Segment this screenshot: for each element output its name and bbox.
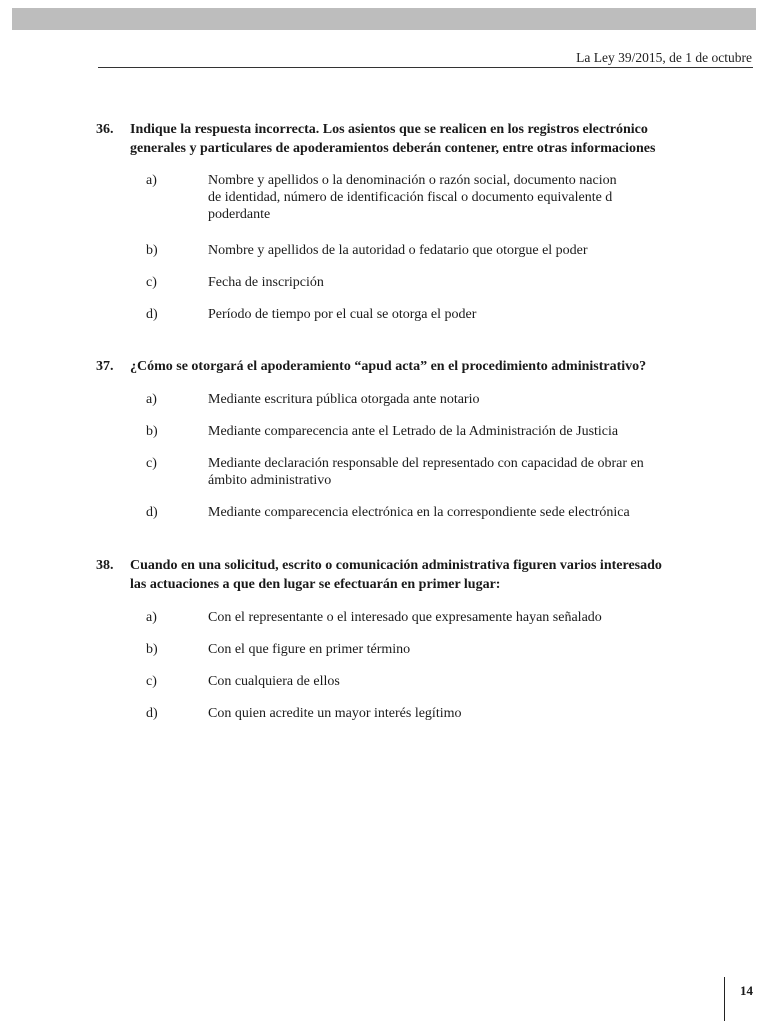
- option-letter: c): [146, 674, 157, 689]
- question-38: [96, 556, 768, 722]
- option-text: Período de tiempo por el cual se otorga el poder: [208, 307, 477, 322]
- options-list: [96, 609, 768, 722]
- question-36: [96, 120, 768, 323]
- option-letter: a): [146, 173, 157, 188]
- option-letter: c): [146, 275, 157, 290]
- option-text: Con quien acredite un mayor interés legítimo: [208, 706, 462, 721]
- option-a: [96, 609, 768, 626]
- option-text: Mediante declaración responsable del representado con capacidad de obrar en ámbito administrativo: [208, 456, 644, 488]
- question-text: Indique la respuesta incorrecta. Los asientos que se realicen en los registros electrónico generales y particulares de apoderamientos deberán contener, entre otras informaciones: [130, 122, 656, 156]
- option-letter: d): [146, 706, 158, 721]
- question-text: Cuando en una solicitud, escrito o comunicación administrativa figuren varios interesado las actuaciones a que den lugar se efectuarán en primer lugar:: [130, 558, 662, 592]
- question-heading: [96, 556, 768, 594]
- option-letter: d): [146, 505, 158, 520]
- running-header: La Ley 39/2015, de 1 de octubre: [576, 50, 752, 65]
- option-d: [96, 306, 768, 323]
- option-text: Con el que figure en primer término: [208, 642, 411, 657]
- question-heading: [96, 357, 768, 376]
- scan-top-band: [12, 8, 756, 30]
- option-text: Con cualquiera de ellos: [208, 674, 340, 689]
- page-number: 14: [740, 983, 753, 998]
- question-number: 37.: [96, 359, 114, 374]
- option-c: [96, 673, 768, 690]
- option-c: [96, 274, 768, 291]
- question-text: ¿Cómo se otorgará el apoderamiento “apud acta” en el procedimiento administrativo?: [130, 359, 647, 374]
- question-heading: [96, 120, 768, 158]
- options-list: [96, 172, 768, 323]
- option-c: [96, 455, 768, 489]
- option-b: [96, 423, 768, 440]
- option-text: Con el representante o el interesado que expresamente hayan señalado: [208, 610, 602, 625]
- option-b: [96, 641, 768, 658]
- option-d: [96, 705, 768, 722]
- option-text: Mediante comparecencia electrónica en la correspondiente sede electrónica: [208, 505, 630, 520]
- option-text: Nombre y apellidos de la autoridad o fedatario que otorgue el poder: [208, 243, 588, 258]
- option-letter: d): [146, 307, 158, 322]
- question-number: 38.: [96, 558, 114, 573]
- option-letter: b): [146, 243, 158, 258]
- option-letter: b): [146, 424, 158, 439]
- option-letter: c): [146, 456, 157, 471]
- option-d: [96, 504, 768, 521]
- option-a: [96, 391, 768, 408]
- option-a: [96, 172, 768, 223]
- question-37: [96, 357, 768, 521]
- option-letter: a): [146, 610, 157, 625]
- header-rule: [98, 67, 753, 68]
- option-text: Mediante escritura pública otorgada ante notario: [208, 392, 480, 407]
- options-list: [96, 391, 768, 521]
- option-text: Mediante comparecencia ante el Letrado de la Administración de Justicia: [208, 424, 619, 439]
- option-b: [96, 242, 768, 259]
- page-number-rule: [724, 977, 725, 1021]
- question-number: 36.: [96, 122, 114, 137]
- option-letter: b): [146, 642, 158, 657]
- option-letter: a): [146, 392, 157, 407]
- option-text: Fecha de inscripción: [208, 275, 324, 290]
- option-text: Nombre y apellidos o la denominación o razón social, documento nacion de identidad, número de identificación fiscal o documento equivalente d poderdante: [208, 173, 617, 222]
